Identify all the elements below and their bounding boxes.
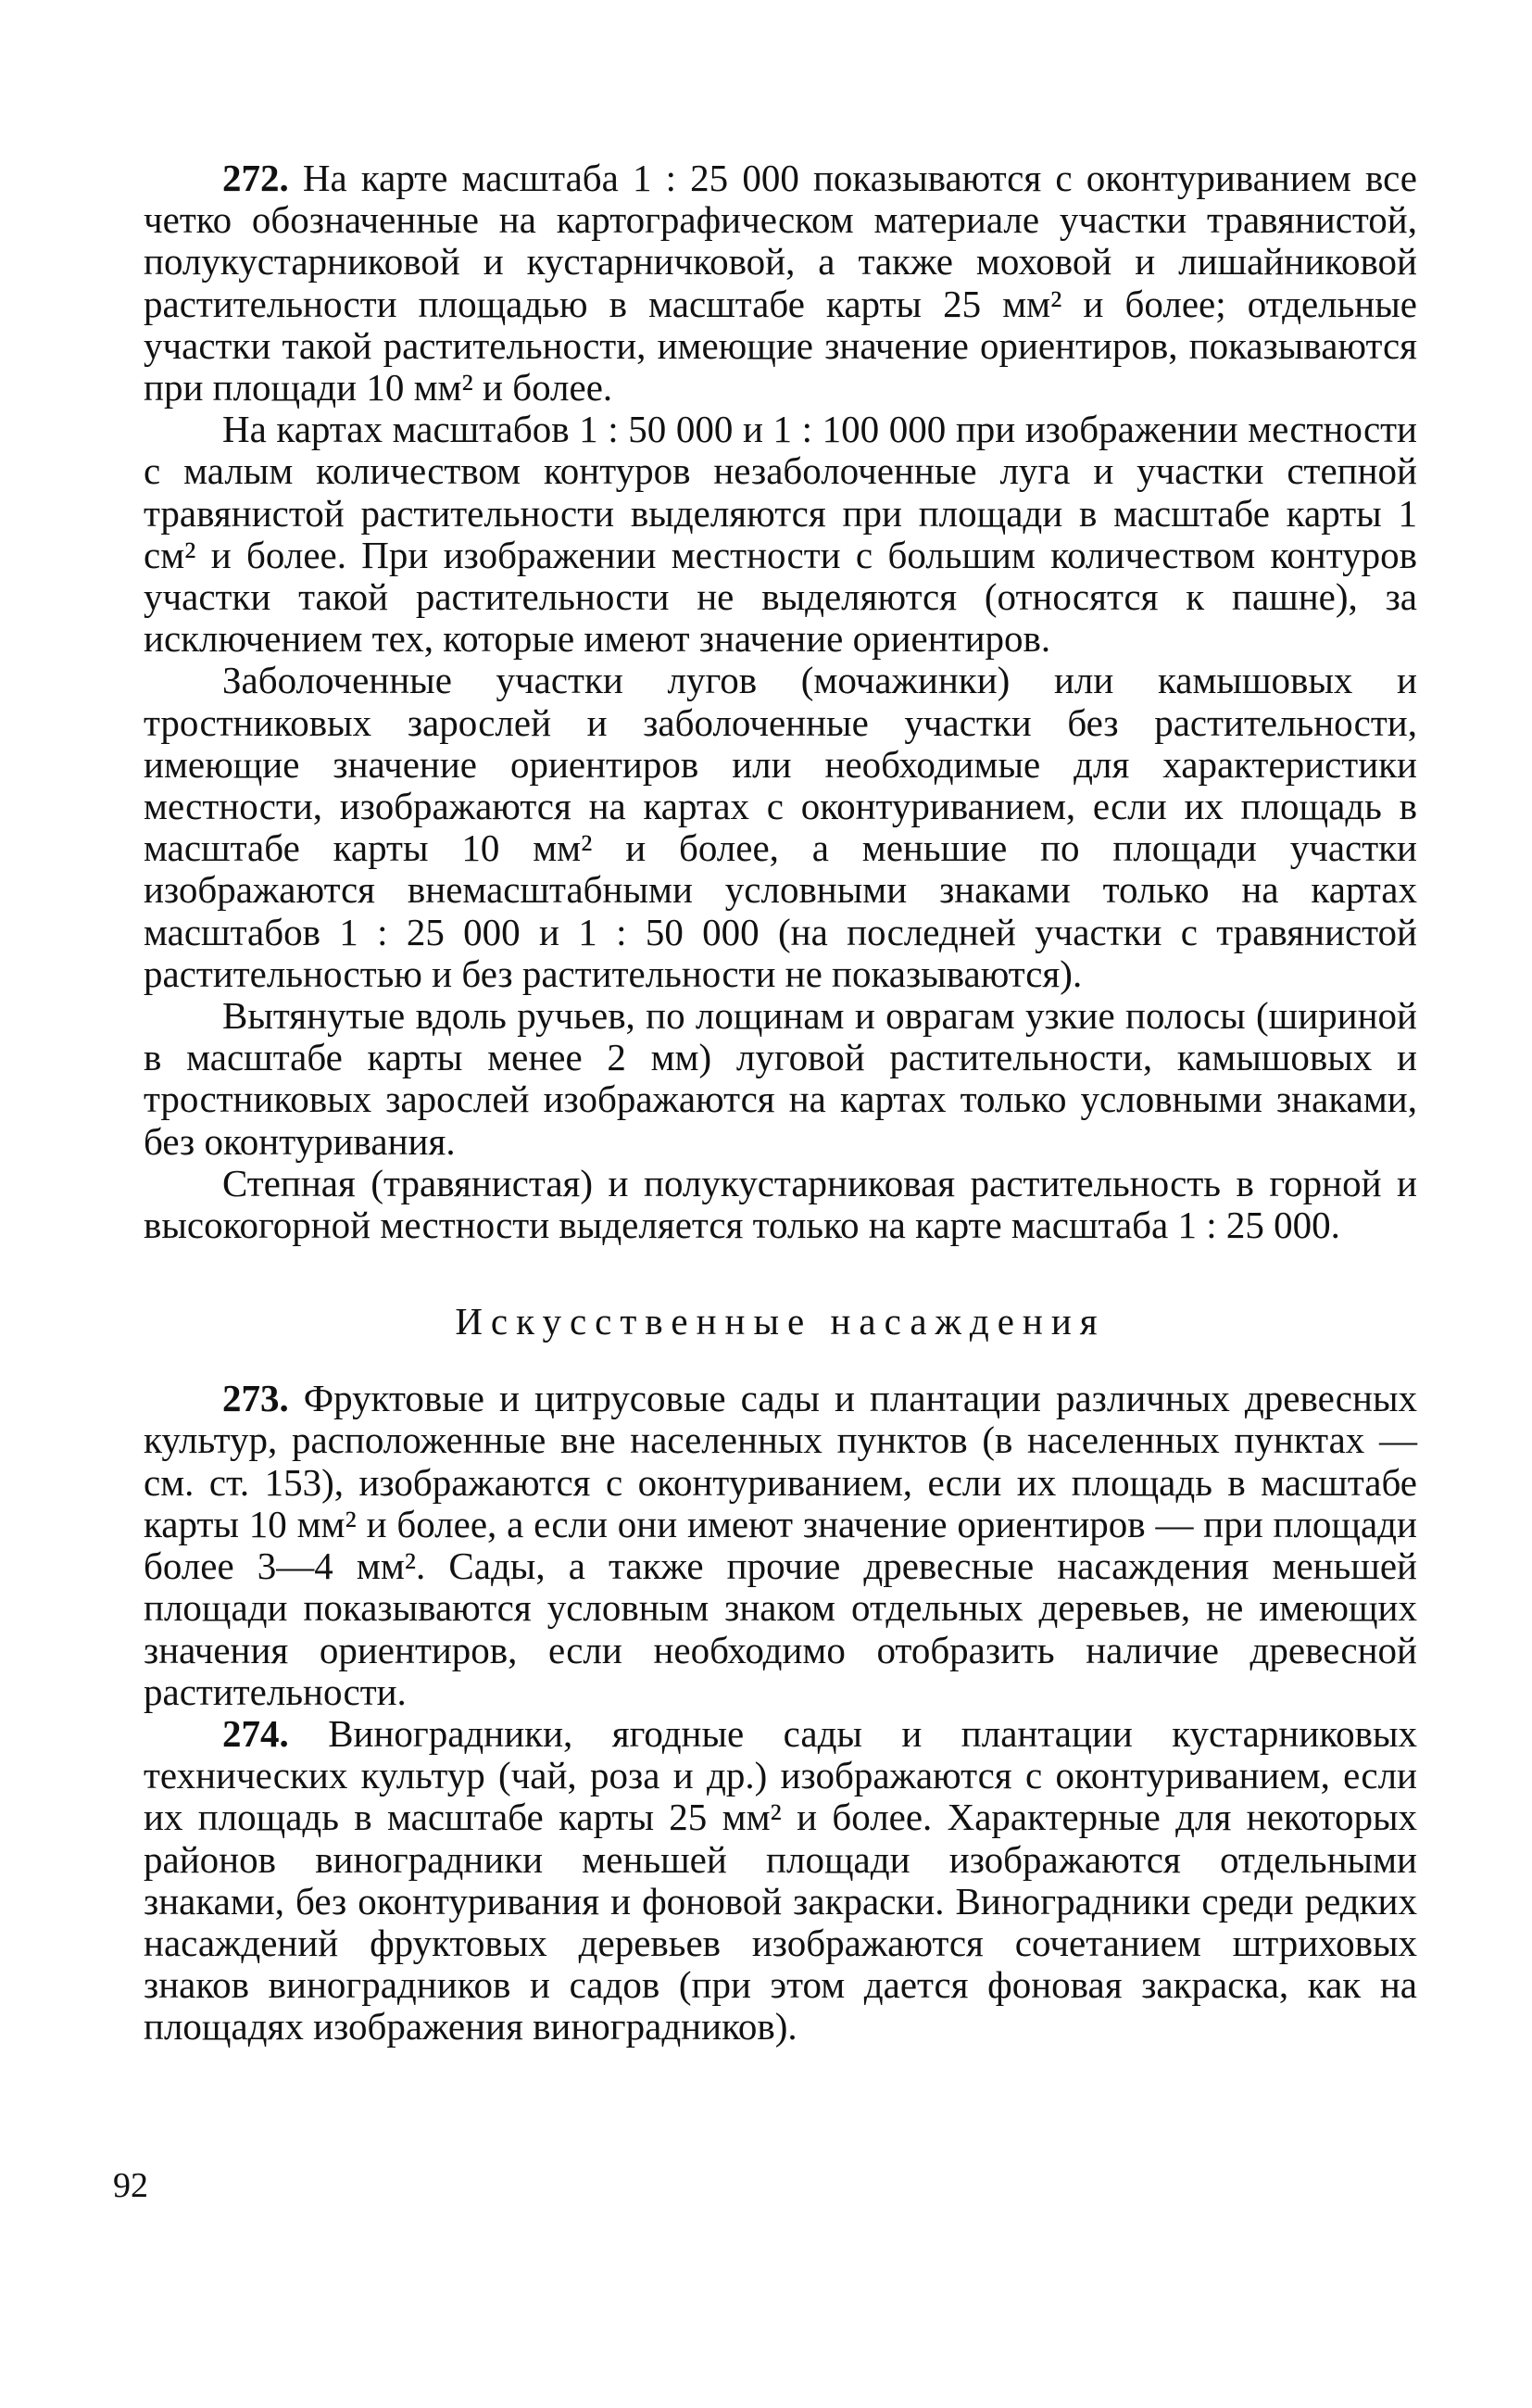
- paragraph-273: [144, 1378, 1417, 1713]
- paragraph-272-steppe: Степная (травянистая) и полукустарниковая растительность в горной и высокогорной местности выделяется только на карте масштаба 1 : 25 000.: [144, 1161, 1417, 1247]
- article-number-273: 273.: [222, 1377, 289, 1420]
- paragraph-272-swamps: Заболоченные участки лугов (мочажинки) или камышовых и тростниковых зарослей и заболоченные участки без растительности, имеющие значение ориентиров или необходимые для характеристики местности, изображаются на картах с оконтуриванием, если их площадь в масштабе карты 10 мм² и более, а меньшие по площади участки изображаются внемасштабными условными знаками только на картах масштабов 1 : 25 000 и 1 : 50 000 (на последней участки с травянистой растительностью и без растительности не показываются).: [144, 659, 1417, 995]
- paragraph-274: [144, 1713, 1417, 2049]
- article-number-272: 272.: [222, 157, 289, 199]
- paragraph-274-text: Виноградники, ягодные сады и плантации кустарниковых технических культур (чай, роза и др.) изображаются с оконтуриванием, если их площадь в масштабе карты 25 мм² и более. Характерные для некоторых районов виноградники меньшей площади изображаются отдельными знаками, без оконтуривания и фоновой закраски. Виноградники среди редких насаждений фруктовых деревьев изображаются сочетанием штриховых знаков виноградников и садов (при этом дается фоновая закраска, как на площадях изображения виноградников).: [144, 1711, 1417, 2049]
- document-page: [144, 158, 1417, 2049]
- page-number: 92: [113, 2166, 148, 2205]
- paragraph-273-text: Фруктовые и цитрусовые сады и плантации различных древесных культур, расположенные вне населенных пунктов (в населенных пунктах — см. ст. 153), изображаются с оконтуриванием, если их площадь в масштабе карты 10 мм² и более, а если они имеют значение ориентиров — при площади более 3—4 мм². Сады, а также прочие древесные насаждения меньшей площади показываются условным знаком отдельных деревьев, не имеющих значения ориентиров, если необходимо отобразить наличие древесной растительности.: [144, 1377, 1417, 1713]
- paragraph-272-text: На карте масштаба 1 : 25 000 показываются с оконтуриванием все четко обозначенные на картографическом материале участки травянистой, полукустарниковой и кустарничковой, а также моховой и лишайниковой растительности площадью в масштабе карты 25 мм² и более; отдельные участки такой растительности, имеющие значение ориентиров, показываются при площади 10 мм² и более.: [144, 157, 1417, 410]
- paragraph-272-strips: Вытянутые вдоль ручьев, по лощинам и оврагам узкие полосы (шириной в масштабе карты менее 2 мм) луговой растительности, камышовых и тростниковых зарослей изображаются на картах только условными знаками, без оконтуривания.: [144, 994, 1417, 1163]
- paragraph-272-scales: На картах масштабов 1 : 50 000 и 1 : 100 000 при изображении местности с малым количеством контуров незаболоченные луга и участки степной травянистой растительности выделяются при площади в масштабе карты 1 см² и более. При изображении местности с большим количеством контуров участки такой растительности не выделяются (относятся к пашне), за исключением тех, которые имеют значение ориентиров.: [144, 408, 1417, 661]
- paragraph-272: [144, 158, 1417, 409]
- section-heading: Искусственные насаждения: [455, 1300, 1106, 1343]
- article-number-274: 274.: [222, 1711, 289, 1755]
